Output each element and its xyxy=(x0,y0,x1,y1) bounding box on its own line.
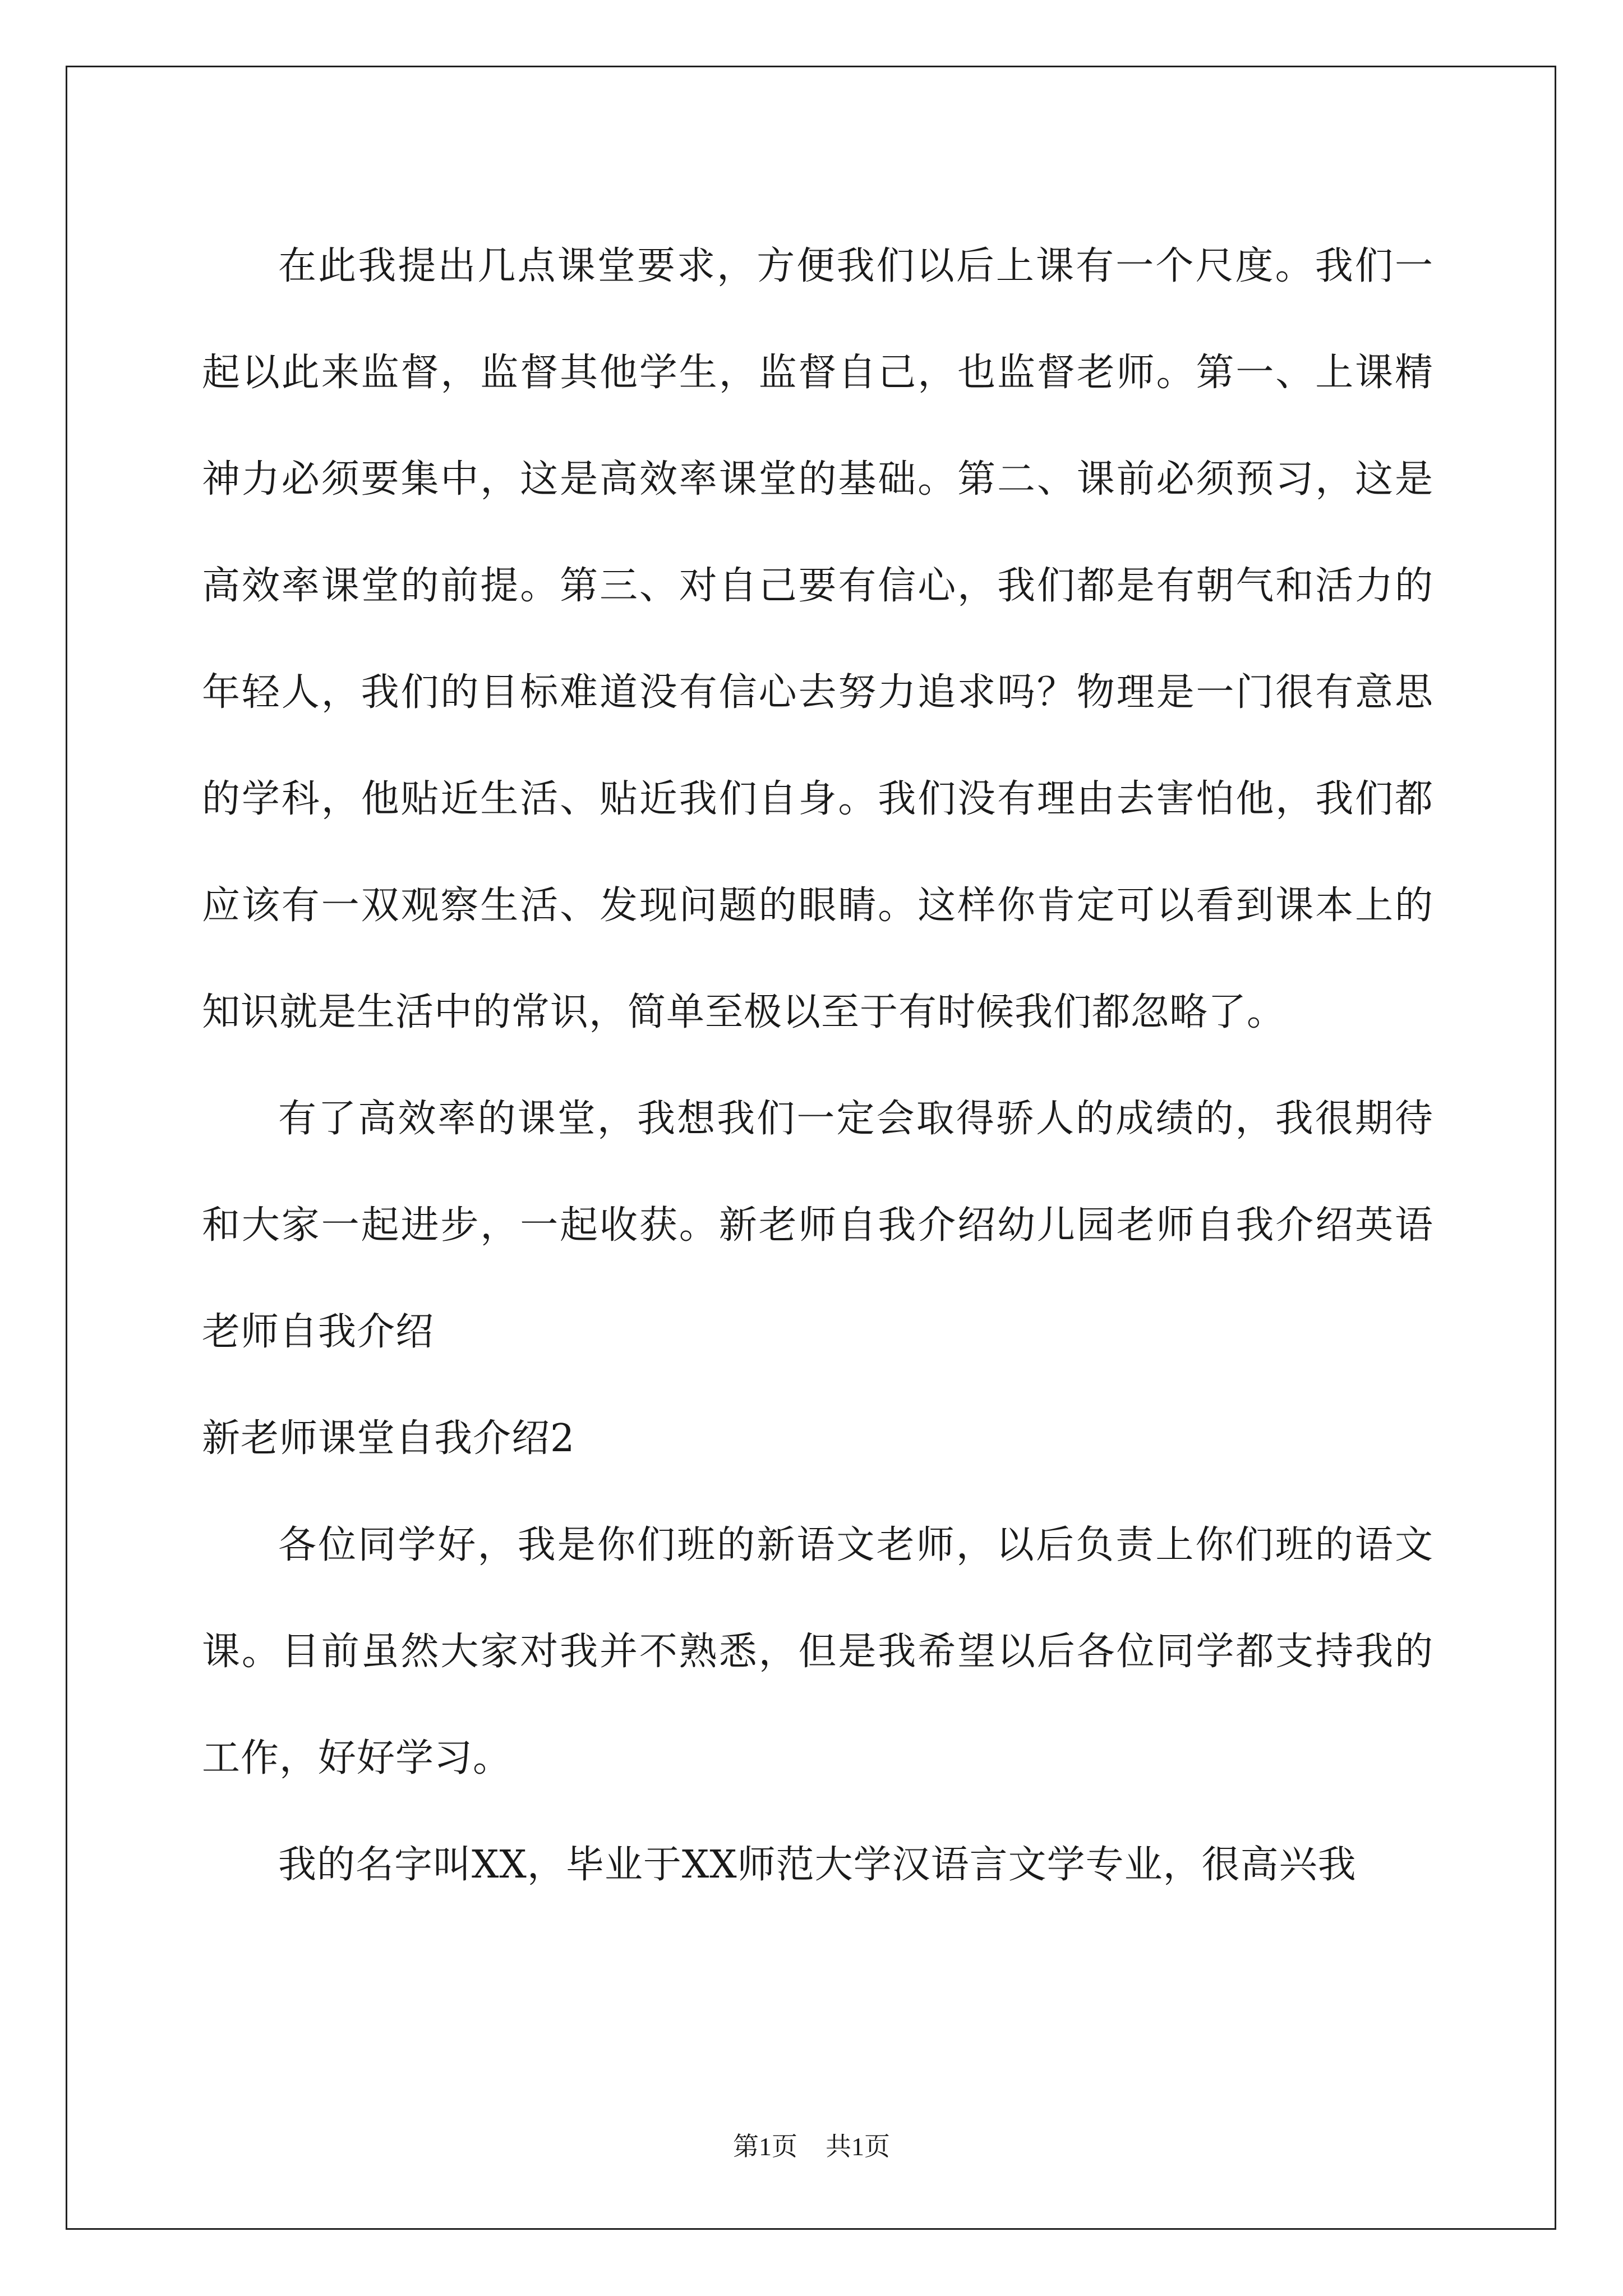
page-footer xyxy=(0,2126,1623,2163)
page-total: 共1页 xyxy=(826,2132,890,2161)
paragraph-introduction: 我的名字叫XX，毕业于XX师范大学汉语言文学专业，很高兴我 xyxy=(278,1843,1357,1887)
paragraph-greeting: 各位同学好，我是你们班的新语文老师，以后负责上你们班的语文课。目前虽然大家对我并不熟悉，但是我希望以后各位同学都支持我的工作，好好学习。 xyxy=(202,1523,1433,1780)
section-heading: 新老师课堂自我介绍2 xyxy=(202,1416,575,1461)
paragraph-efficient-classroom: 有了高效率的课堂，我想我们一定会取得骄人的成绩的，我很期待和大家一起进步，一起收获。新老师自我介绍幼儿园老师自我介绍英语老师自我介绍 xyxy=(202,1097,1433,1354)
page-number: 第1页 xyxy=(733,2132,797,2161)
paragraph-classroom-requirements: 在此我提出几点课堂要求，方便我们以后上课有一个尺度。我们一起以此来监督，监督其他学生，监督自己，也监督老师。第一、上课精神力必须要集中，这是高效率课堂的基础。第二、课前必须预习，这是高效率课堂的前提。第三、对自己要有信心，我们都是有朝气和活力的年轻人，我们的目标难道没有信心去努力追求吗？物理是一门很有意思的学科，他贴近生活、贴近我们自身。我们没有理由去害怕他，我们都应该有一双观察生活、发现问题的眼睛。这样你肯定可以看到课本上的知识就是生活中的常识，简单至极以至于有时候我们都忽略了。 xyxy=(202,244,1433,1034)
document-body xyxy=(202,213,1433,1918)
